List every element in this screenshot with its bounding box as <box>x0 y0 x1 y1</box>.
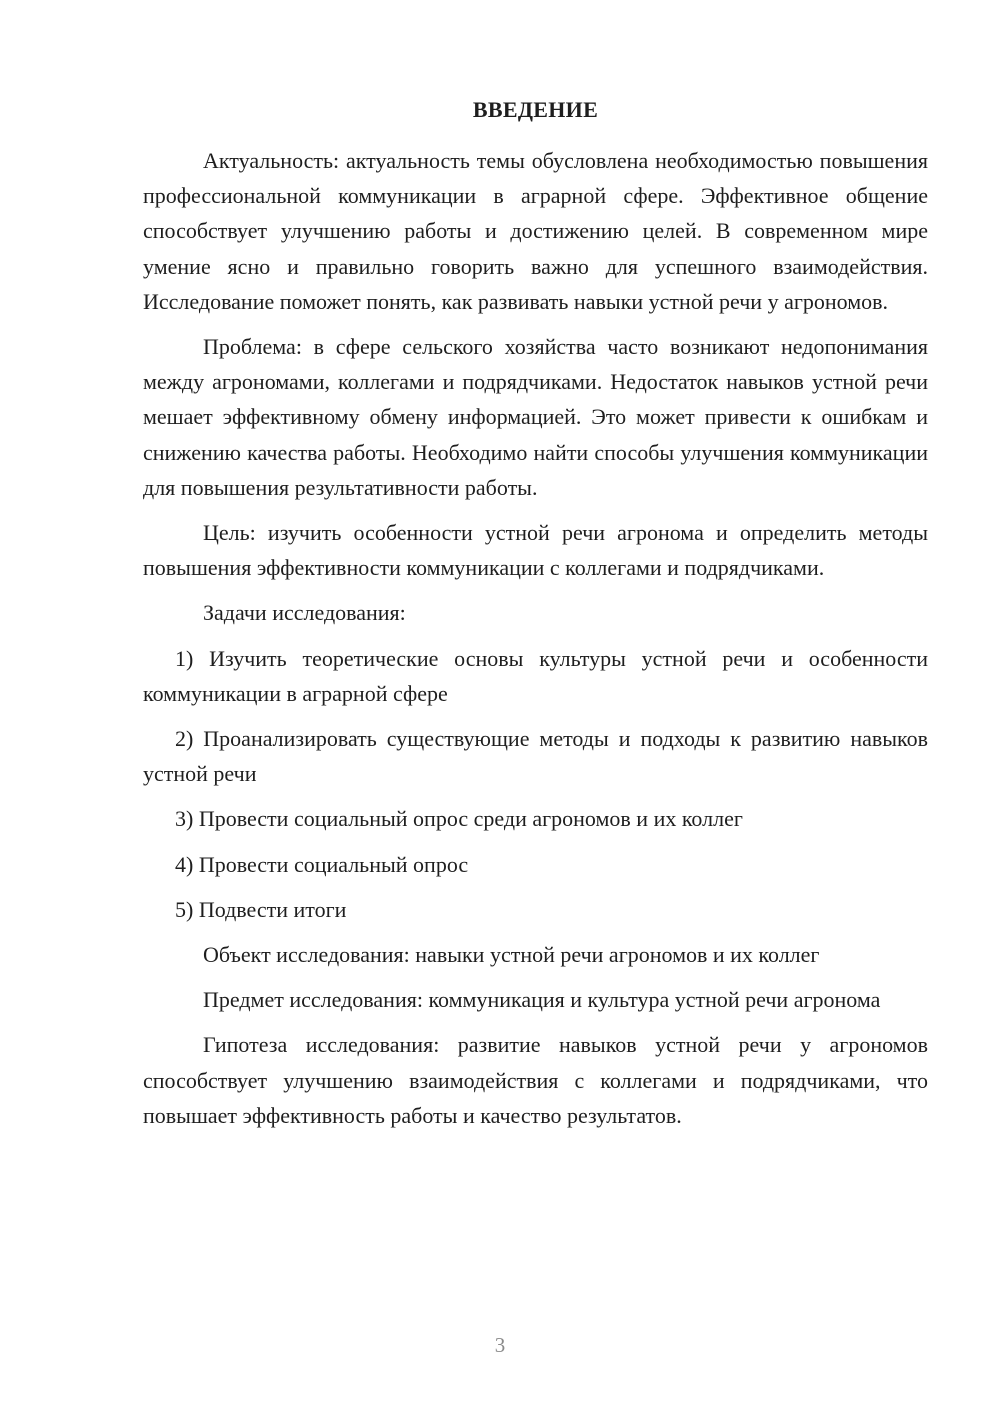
document-page <box>143 94 928 1133</box>
page-number: 3 <box>494 1333 506 1357</box>
subject-paragraph: Предмет исследования: коммуникация и культура устной речи агронома <box>203 987 881 1013</box>
tasks-heading: Задачи исследования: <box>203 600 406 626</box>
relevance-paragraph: Актуальность: актуальность темы обусловлена необходимостью повышения профессиональной коммуникации в аграрной сфере. Эффективное общение способствует улучшению работы и достижению целей. В современном мире умение ясно и правильно говорить важно для успешного взаимодействия. Исследование поможет понять, как развивать навыки устной речи у агрономов. <box>143 148 928 314</box>
task-item-3: 3) Провести социальный опрос среди агрономов и их коллег <box>175 806 743 832</box>
problem-paragraph: Проблема: в сфере сельского хозяйства часто возникают недопонимания между агрономами, коллегами и подрядчиками. Недостаток навыков устной речи мешает эффективному обмену информацией. Это может привести к ошибкам и снижению качества работы. Необходимо найти способы улучшения коммуникации для повышения результативности работы. <box>143 334 928 500</box>
object-paragraph: Объект исследования: навыки устной речи агрономов и их коллег <box>203 942 820 968</box>
task-item-1: 1) Изучить теоретические основы культуры устной речи и особенности коммуникации в аграрной сфере <box>143 645 928 706</box>
hypothesis-paragraph: Гипотеза исследования: развитие навыков устной речи у агрономов способствует улучшению взаимодействия с коллегами и подрядчиками, что повышает эффективность работы и качество результатов. <box>143 1032 928 1128</box>
goal-paragraph: Цель: изучить особенности устной речи агронома и определить методы повышения эффективности коммуникации с коллегами и подрядчиками. <box>143 520 928 581</box>
task-item-2: 2) Проанализировать существующие методы и подходы к развитию навыков устной речи <box>143 726 928 787</box>
document-title: ВВЕДЕНИЕ <box>472 97 599 122</box>
task-item-4: 4) Провести социальный опрос <box>175 851 469 877</box>
task-item-5: 5) Подвести итоги <box>175 896 347 922</box>
